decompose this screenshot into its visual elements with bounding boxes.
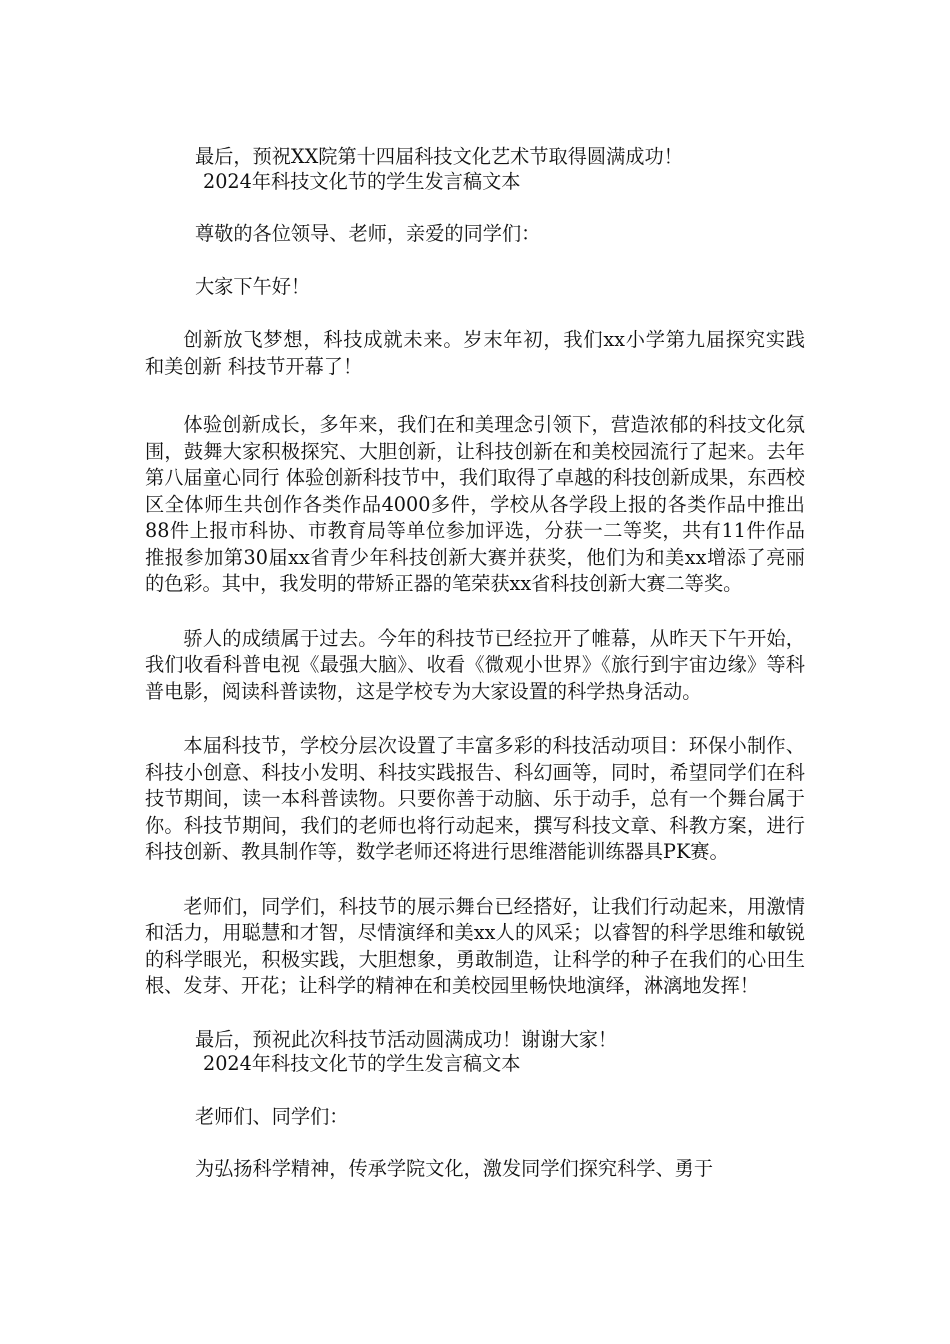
paragraph-spacer [145, 598, 805, 626]
text-line: 最后，预祝此次科技节活动圆满成功！谢谢大家！ [195, 1027, 618, 1051]
paragraph-spacer [145, 866, 805, 894]
paragraph-spacer [145, 1077, 805, 1105]
text-line: 最后，预祝XX院第十四届科技文化艺术节取得圆满成功！ [195, 145, 683, 168]
paragraph-spacer [145, 380, 805, 412]
section-title: 2024年科技文化节的学生发言稿文本 [203, 169, 521, 193]
document-body [145, 145, 805, 1182]
paragraph-spacer [145, 1000, 805, 1028]
section-title: 2024年科技文化节的学生发言稿文本 [203, 1052, 521, 1075]
body-paragraph: 本届科技节，学校分层次设置了丰富多彩的科技活动项目：环保小制作、科技小创意、科技小发明、科技实践报告、科幻画等，同时，希望同学们在科技节期间，读一本科普读物。只要你善于动脑、乐于动手，总有一个舞台属于你。科技节期间，我们的老师也将行动起来，撰写科技文章、科教方案，进行科技创新、教具制作等，数学老师还将进行思维潜能训练器具PK赛。 [145, 734, 805, 863]
paragraph-spacer [145, 1129, 805, 1157]
paragraph-spacer [145, 194, 805, 222]
text-line: 老师们、同学们： [195, 1104, 349, 1128]
text-line: 为弘扬科学精神，传承学院文化，激发同学们探究科学、勇于 [195, 1157, 714, 1180]
text-line: 大家下午好！ [195, 274, 311, 298]
paragraph-spacer [145, 247, 805, 275]
body-paragraph: 体验创新成长，多年来，我们在和美理念引领下，营造浓郁的科技文化氛围，鼓舞大家积极探究、大胆创新，让科技创新在和美校园流行了起来。去年第八届童心同行 体验创新科技节中，我们取得了卓越的科技创新成果，东西校区全体师生共创作各类作品4000多件，学校从各学段上报的各类作品中推出88件上报市科协、市教育局等单位参加评选，分获一二等奖，共有11件作品推报参加第30届xx省青少年科技创新大赛并获奖，他们为和美xx增添了亮丽的色彩。其中，我发明的带矫正器的笔荣获xx省科技创新大赛二等奖。 [145, 413, 805, 595]
body-paragraph: 骄人的成绩属于过去。今年的科技节已经拉开了帷幕，从昨天下午开始，我们收看科普电视《最强大脑》、收看《微观小世界》《旅行到宇宙边缘》等科普电影，阅读科普读物，这是学校专为大家设置的科学热身活动。 [145, 626, 805, 703]
body-paragraph: 老师们，同学们，科技节的展示舞台已经搭好，让我们行动起来，用激情和活力，用聪慧和才智，尽情演绎和美xx人的风采；以睿智的科学思维和敏锐的科学眼光，积极实践，大胆想象，勇敢制造，让科学的种子在我们的心田生根、发芽、开花；让科学的精神在和美校园里畅快地演绎，淋漓地发挥！ [145, 894, 805, 997]
paragraph-spacer [145, 299, 805, 327]
paragraph-spacer [145, 705, 805, 733]
text-line: 尊敬的各位领导、老师，亲爱的同学们： [195, 222, 541, 245]
body-paragraph: 创新放飞梦想，科技成就未来。岁末年初，我们xx小学第九届探究实践 和美创新 科技节开幕了！ [145, 328, 805, 378]
